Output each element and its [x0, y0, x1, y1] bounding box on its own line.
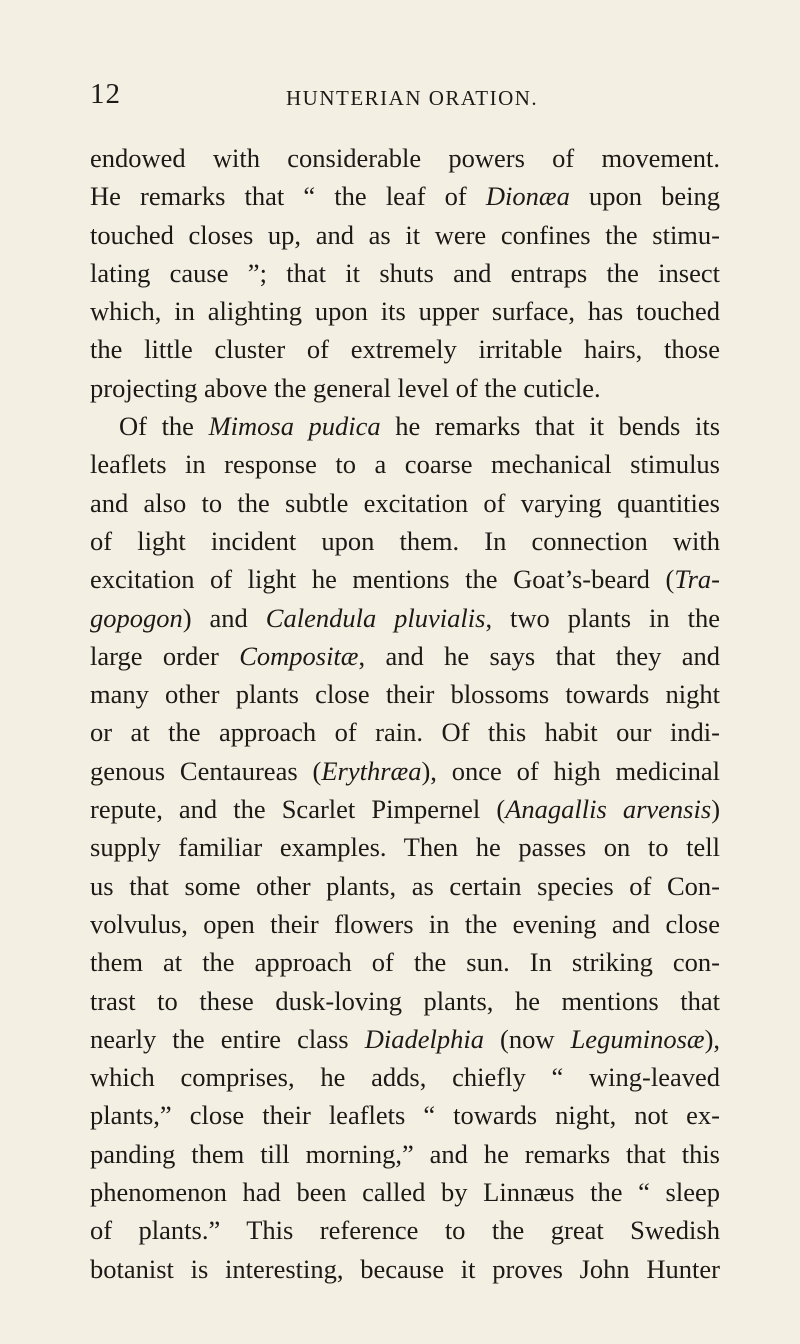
- text-line: volvulus, open their flowers in the evening and close: [90, 908, 720, 939]
- text-line: or at the approach of rain. Of this habit our indi-: [90, 717, 720, 748]
- text-line: of light incident upon them. In connection with: [90, 525, 720, 556]
- text-line: genous Centaureas (Erythræa), once of high medicinal: [90, 755, 720, 786]
- text-line: touched closes up, and as it were confines the stimu-: [90, 219, 720, 250]
- text-line: He remarks that “ the leaf of Dionæa upon being: [90, 181, 720, 212]
- text-line: trast to these dusk-loving plants, he mentions that: [90, 985, 720, 1016]
- text-line: us that some other plants, as certain species of Con-: [90, 870, 720, 901]
- text-line: repute, and the Scarlet Pimpernel (Anagallis arvensis): [90, 794, 721, 825]
- text-line: botanist is interesting, because it proves John Hunter: [90, 1253, 720, 1284]
- running-head: [90, 78, 720, 112]
- text-line: nearly the entire class Diadelphia (now Leguminosæ),: [90, 1023, 721, 1054]
- text-line: which comprises, he adds, chiefly “ wing-leaved: [90, 1062, 720, 1093]
- text-line: large order Compositæ, and he says that they and: [90, 640, 720, 671]
- text-line: panding them till morning,” and he remarks that this: [90, 1138, 720, 1169]
- text-line: supply familiar examples. Then he passes on to tell: [90, 832, 720, 863]
- text-line: phenomenon had been called by Linnæus the “ sleep: [90, 1177, 720, 1208]
- text-line: lating cause ”; that it shuts and entraps the insect: [90, 257, 720, 288]
- text-line: gopogon) and Calendula pluvialis, two plants in the: [90, 602, 720, 633]
- text-line: plants,” close their leaflets “ towards night, not ex-: [90, 1100, 720, 1131]
- text-line: endowed with considerable powers of movement.: [90, 143, 720, 173]
- text-line: of plants.” This reference to the great Swedish: [90, 1215, 720, 1246]
- text-line: excitation of light he mentions the Goat’s-beard (Tra-: [90, 564, 720, 595]
- text-line: leaflets in response to a coarse mechanical stimulus: [90, 449, 720, 480]
- text-line: and also to the subtle excitation of varying quantities: [90, 487, 720, 518]
- page-number: 12: [90, 78, 121, 110]
- text-line: many other plants close their blossoms towards night: [90, 679, 720, 710]
- text-line: projecting above the general level of the cuticle.: [90, 372, 601, 403]
- text-line: Of the Mimosa pudica he remarks that it bends its: [119, 411, 721, 442]
- text-line: the little cluster of extremely irritable hairs, those: [90, 334, 720, 365]
- body-text: [90, 139, 720, 1288]
- text-line: which, in alighting upon its upper surface, has touched: [90, 296, 720, 327]
- running-title: HUNTERIAN ORATION.: [286, 86, 539, 110]
- text-line: them at the approach of the sun. In striking con-: [90, 947, 720, 978]
